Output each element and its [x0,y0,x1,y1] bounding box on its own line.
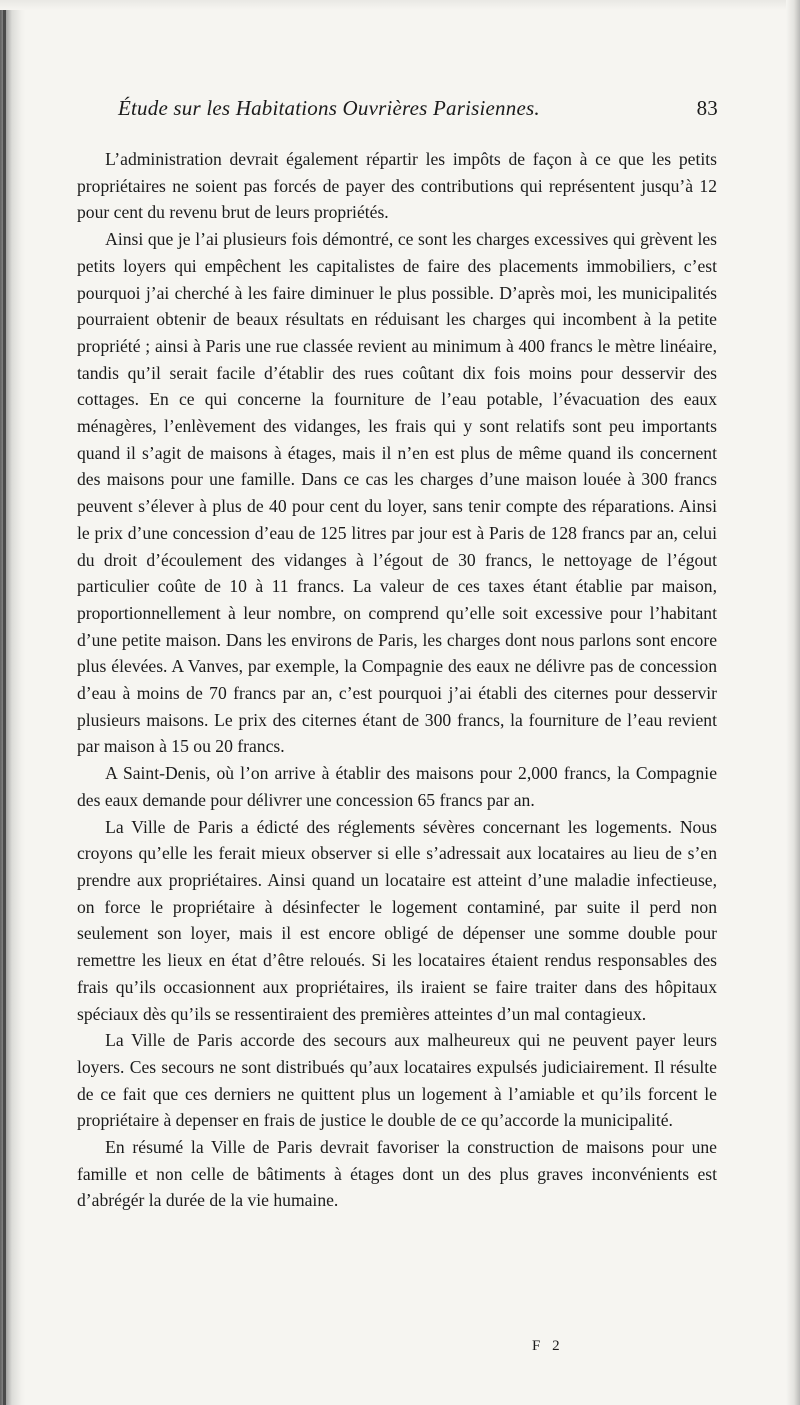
signature-mark: F 2 [532,1338,564,1354]
paragraph: La Ville de Paris accorde des secours aux malheureux qui ne peuvent payer leurs loyers. Ces secours ne sont distribués qu’aux locataires expulsés judiciairement. Il résulte de ce fait que ces derniers ne quittent plus un logement à l’amiable et qu’ils forcent le propriétaire à depenser en frais de justice le double de ce qu’accorde la municipalité. [77,1030,717,1131]
body-text [77,146,717,1214]
paragraph: A Saint-Denis, où l’on arrive à établir des maisons pour 2,000 francs, la Compagnie des eaux demande pour délivrer une concession 65 francs par an. [77,763,717,810]
page-top-edge [0,0,800,10]
binding-edge [3,0,6,1405]
page-right-edge [786,0,800,1405]
paragraph: L’administration devrait également répartir les impôts de façon à ce que les petits propriétaires ne soient pas forcés de payer des contributions qui représentent jusqu’à 12 pour cent du revenu brut de leurs propriétés. [77,149,717,223]
running-title: Étude sur les Habitations Ouvrières Parisiennes. [118,96,540,120]
paragraph: En résumé la Ville de Paris devrait favoriser la construction de maisons pour une famille et non celle de bâtiments à étages dont un des plus graves inconvénients est d’abrégér la durée de la vie humaine. [77,1137,717,1211]
page-number: 83 [696,96,718,120]
running-header [118,96,718,126]
paragraph: La Ville de Paris a édicté des réglements sévères concernant les logements. Nous croyons qu’elle les ferait mieux observer si elle s’adressait aux locataires au lieu de s’en prendre aux propriétaires. Ainsi quand un locataire est atteint d’une maladie infectieuse, on force le propriétaire à désinfecter le logement contaminé, par suite il perd non seulement son loyer, mais il est encore obligé de dépenser une somme double pour remettre les lieux en état d’être reloués. Si les locataires étaient rendus responsables des frais qu’ils occasionnent aux propriétaires, ils iraient se faire traiter dans des hôpitaux spéciaux dès qu’ils se ressentiraient des premières atteintes d’un mal contagieux. [77,816,717,1024]
paragraph: Ainsi que je l’ai plusieurs fois démontré, ce sont les charges excessives qui grèvent les petits loyers qui empêchent les capitalistes de faire des placements immobiliers, c’est pourquoi j’ai cherché à les faire diminuer le plus possible. D’après moi, les municipalités pourraient obtenir de beaux résultats en réduisant les charges qui incombent à la petite propriété ; ainsi à Paris une rue classée revient au minimum à 400 francs le mètre linéaire, tandis qu’il serait facile d’établir des rues coûtant dix fois moins pour desservir des cottages. En ce qui concerne la fourniture de l’eau potable, l’évacuation des eaux ménagères, l’enlèvement des vidanges, les frais qui y sont relatifs sont peu importants quand il s’agit de maisons à étages, mais il n’en est plus de même quand ils concernent des maisons pour une famille. Dans ce cas les charges d’une maison louée à 300 francs peuvent s’élever à plus de 40 pour cent du loyer, sans tenir compte des réparations. Ainsi le prix d’une concession d’eau de 125 litres par jour est à Paris de 128 francs par an, celui du droit d’écoulement des vidanges à l’égout de 30 francs, le nettoyage de l’égout particulier coûte de 10 à 11 francs. La valeur de ces taxes étant établie par maison, proportionnellement à leur nombre, on comprend qu’elle soit excessive pour l’habitant d’une petite maison. Dans les environs de Paris, les charges dont nous parlons sont encore plus élevées. A Vanves, par exemple, la Compagnie des eaux ne délivre pas de concession d’eau à moins de 70 francs par an, c’est pourquoi j’ai établi des citernes pour desservir plusieurs maisons. Le prix des citernes étant de 300 francs, la fourniture de l’eau revient par maison à 15 ou 20 francs. [77,229,717,757]
